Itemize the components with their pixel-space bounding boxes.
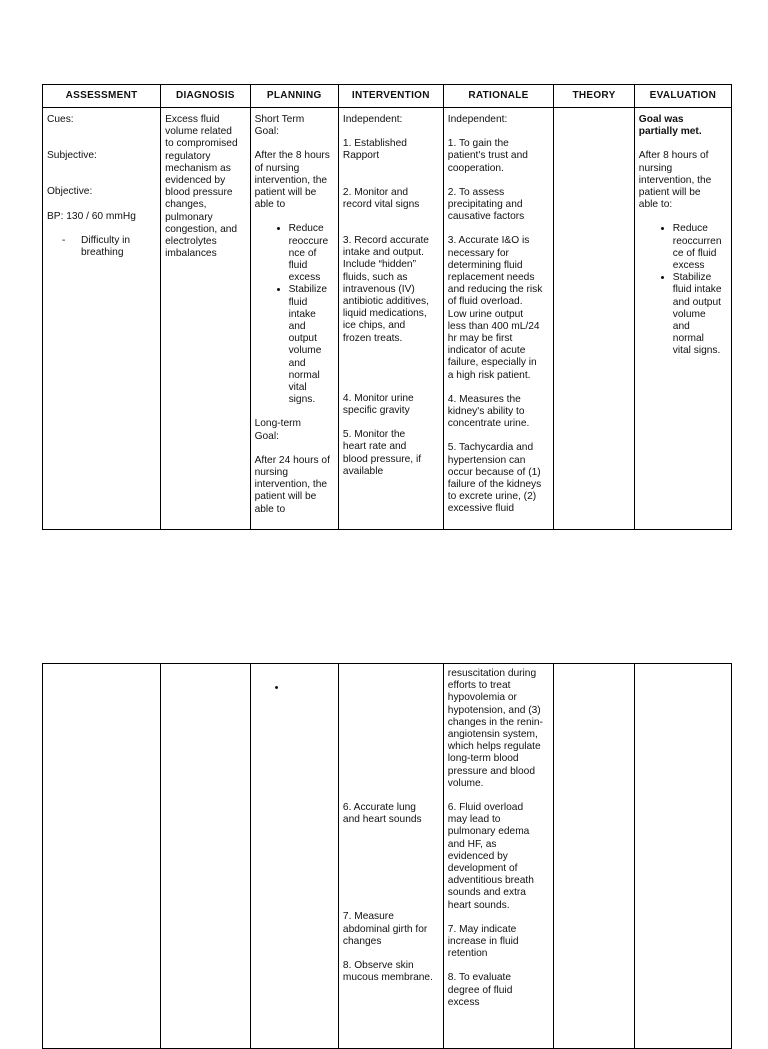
header-intervention: INTERVENTION [338,85,443,108]
assessment-cell [43,664,161,1049]
theory-cell [554,108,635,530]
planning-empty-bullet: • [274,682,279,694]
header-theory: THEORY [554,85,635,108]
table-row [43,664,732,1049]
short-term-goal-label: Short Term Goal: [254,114,305,138]
assessment-cell [43,108,161,530]
evaluation-outcome-item: • Reduce reoccurren ce of fluid excess [673,223,727,272]
intervention-5: 5. Monitor the heart rate and blood pressure, if available [342,429,422,477]
planning-cell [250,108,338,530]
intervention-4: 4. Monitor urine specific gravity [342,392,414,417]
dash-marker: - [62,234,66,246]
evaluation-outcome-list [639,223,727,357]
rationale-1: 1. To gain the patient's trust and cooperation. [447,138,528,174]
intervention-cell [338,108,443,530]
rationale-2: 2. To assess precipitating and causative factors [447,186,525,223]
header-diagnosis: DIAGNOSIS [161,85,250,108]
table-row [43,108,732,530]
difficulty-breathing-text: Difficulty in breathing [81,234,131,259]
rationale-5: 5. Tachycardia and hypertension can occur because of (1) failure of the kidneys to excrete urine, (2) excessive fluid [447,442,542,515]
header-planning: PLANNING [250,85,338,108]
diagnosis-text: Excess fluid volume related to compromised regulatory mechanism as evidenced by blood pressure changes, pulmonary congestion, and electrolytes imbalances [165,114,238,260]
evaluation-cell [634,664,731,1049]
subjective-label: Subjective: [47,150,97,162]
evaluation-outcome-item: • Stabilize fluid intake and output volume and normal vital signs. [673,272,727,357]
evaluation-cell [634,108,731,530]
diagnosis-cell [161,664,250,1049]
table-header-row [43,85,732,108]
intervention-3: 3. Record accurate intake and output. Include “hidden” fluids, such as intravenous (IV) antibiotic additives, liquid medications, ice chips, and frozen treats. [342,235,429,344]
long-term-goal-label: Long-term Goal: [254,418,302,442]
intervention-8: 8. Observe skin mucous membrane. [342,960,433,984]
intervention-6: 6. Accurate lung and heart sounds [342,802,422,826]
rationale-7: 7. May indicate increase in fluid retention [447,923,519,960]
rationale-4: 4. Measures the kidney's ability to concentrate urine. [447,393,530,430]
intervention-cell [338,664,443,1049]
planning-cell [250,664,338,1049]
rationale-cell [443,664,553,1049]
objective-label: Objective: [47,186,93,198]
header-assessment: ASSESSMENT [43,85,161,108]
intervention-7: 7. Measure abdominal girth for changes [342,911,428,947]
intervention-independent-label: Independent: [342,114,403,125]
care-plan-table-page-2 [42,663,732,1049]
header-rationale: RATIONALE [443,85,553,108]
cues-label: Cues: [47,114,74,125]
rationale-3: 3. Accurate I&O is necessary for determining fluid replacement needs and reducing the risk of fluid overload. Low urine output less than 400 mL/24 hr may be first indicator of acute failure, especially in a high risk patient. [447,235,543,381]
intervention-1: 1. Established Rapport [342,138,407,162]
evaluation-goal-status: Goal was partially met. [638,114,702,138]
planning-goal-item: • Stabilize fluid intake and output volume and normal vital signs. [289,284,334,406]
planning-goal-item: • Reduce reoccure nce of fluid excess [289,223,334,284]
assessment-dash-item [47,235,156,259]
care-plan-table-page-1 [42,84,732,530]
rationale-independent-label: Independent: [447,114,508,125]
intervention-2: 2. Monitor and record vital signs [342,186,420,210]
evaluation-text: After 8 hours of nursing intervention, the patient will be able to: [638,150,712,211]
theory-cell [554,664,635,1049]
header-evaluation: EVALUATION [634,85,731,108]
long-term-goal-text: After 24 hours of nursing intervention, the patient will be able to [254,454,330,515]
rationale-cell [443,108,553,530]
rationale-6: 6. Fluid overload may lead to pulmonary edema and HF, as evidenced by development of adventitious breath sounds and extra heart sounds. [447,802,534,911]
planning-goal-list [255,223,334,406]
blood-pressure-value: BP: 130 / 60 mmHg [47,210,136,222]
short-term-goal-text: After the 8 hours of nursing intervention, the patient will be able to [254,150,330,211]
rationale-5-continued: resuscitation during efforts to treat hypovolemia or hypotension, and (3) changes in the renin- angiotensin system, which helps regulate long-term blood pressure and blood volume. [447,668,543,789]
diagnosis-cell [161,108,250,530]
rationale-8: 8. To evaluate degree of fluid excess [447,972,513,1008]
